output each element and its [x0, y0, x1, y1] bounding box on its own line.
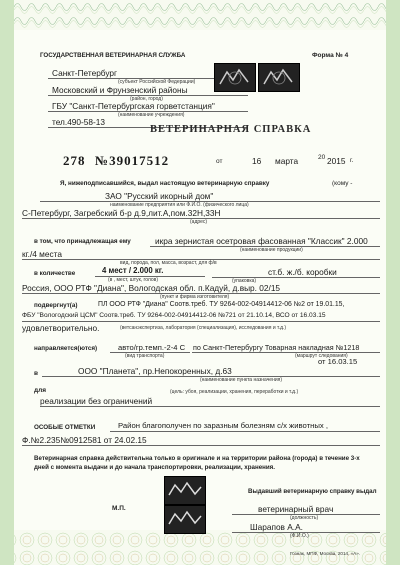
subjected-label: подвергнут(а) — [34, 302, 78, 309]
to-place-caption: (наименование пункта назначения) — [200, 377, 283, 383]
quantity-value: 4 мест / 2.000 кг. — [102, 266, 164, 275]
date-year: 2015 — [327, 156, 346, 166]
destination-caption: (маршрут следования) — [295, 353, 348, 359]
sent-label: направляется(ются) — [34, 345, 98, 352]
divider — [40, 406, 380, 407]
hologram-stamp — [258, 63, 300, 92]
guilloche-border-left — [0, 0, 14, 565]
form-number: Форма № 4 — [312, 52, 349, 59]
destination: по Санкт-Петербургу Товарная накладная №1218 — [193, 343, 360, 352]
purpose: реализации без ограничений — [40, 396, 153, 406]
certificate-number: №39017512 — [95, 153, 170, 168]
intro-text: Я, нижеподписавшийся, выдал настоящую ветеринарную справку — [60, 180, 270, 187]
date-month: марта — [275, 156, 299, 166]
issuer-institution: ГБУ "Санкт-Петербургская горветстанция" — [52, 101, 215, 111]
product-line2-caption: вид, порода, пол, масса, возраст, для ф/в — [120, 260, 217, 266]
recipient-address: С-Петербург, Загребский б-р д.9,лит.А,пом.32Н,33Н — [22, 208, 221, 218]
to-label: (кому - — [332, 180, 353, 187]
district-caption: (район, город) — [130, 96, 163, 102]
to-place: ООО "Планета", пр.Непокоренных, д.63 — [78, 366, 232, 376]
document-title: ВЕТЕРИНАРНАЯ СПРАВКА — [150, 124, 312, 135]
service-title: ГОСУДАРСТВЕННАЯ ВЕТЕРИНАРНАЯ СЛУЖБА — [40, 52, 186, 59]
belongs-label: в том, что принадлежащая ему — [34, 238, 131, 245]
marks-line2: Ф.№2.235№0912581 от 24.02.15 — [22, 435, 147, 445]
origin-caption: (пункт и фирма изготовителя) — [160, 294, 230, 300]
packaging: ст.б. ж./б. коробки — [268, 267, 337, 277]
issuer-city: Санкт-Петербург — [52, 68, 118, 78]
origin: Россия, ООО РТФ "Диана", Вологодская обл. п.Кадуй, д.выр. 02/15 — [22, 283, 281, 293]
transport-caption: (вид транспорта) — [125, 353, 165, 359]
product-name: икра зернистая осетровая фасованная "Классик" 2.000 — [155, 236, 368, 246]
to-place-label: в — [34, 370, 38, 377]
address-caption: (адрес) — [190, 219, 208, 225]
seal-place-label: М.П. — [112, 505, 126, 512]
packaging-caption: (упаковка) — [232, 278, 257, 284]
divider — [22, 445, 380, 446]
hologram-stamp — [164, 476, 206, 505]
divider — [192, 352, 380, 353]
transport: авто/гр.темп.-2-4 С — [118, 343, 186, 352]
inspection-line1: ПЛ ООО РТФ "Диана" Соотв.треб. ТУ 9264-002-04914412-06 №2 от 19.01.15, — [98, 301, 345, 308]
satisfactory-caption: (ветсанэкспертиза, лаборатория (специализация), исследования и т.д.) — [120, 325, 287, 331]
inspection-line2: ФБУ "Вологодский ЦСМ" Соотв.треб. ТУ 9264-002-04914412-06 №721 от 21.10.14, ВСО от 16.03.15 — [22, 312, 326, 319]
subject-caption: (субъект Российской Федерации) — [118, 79, 196, 85]
date-from-label: от — [216, 158, 223, 165]
marks-line1: Район благополучен по заразным болезням с/х животных , — [118, 421, 329, 430]
certificate-series: 278 — [63, 153, 86, 168]
date-year-prefix: 20 — [318, 154, 326, 161]
date-day: 16 — [252, 156, 262, 166]
printer-imprint: Гознак, МПФ, Москва, 2014, «А». — [290, 551, 361, 556]
product-caption: (наименование продукции) — [240, 247, 303, 253]
product-line2: кг./4 места — [22, 249, 62, 259]
satisfactory: удовлетворительно. — [22, 323, 100, 333]
institution-caption: (наименование учреждения) — [118, 112, 185, 118]
guilloche-border-right — [386, 0, 400, 565]
marks-label: ОСОБЫЕ ОТМЕТКИ — [34, 424, 96, 431]
purpose-caption: (цель: убоя, реализации, хранения, переработки и т.д.) — [170, 389, 299, 395]
destination-date: от 16.03.15 — [318, 357, 358, 366]
divider — [110, 431, 380, 432]
signer-position: ветеринарный врач — [258, 504, 334, 514]
signed-label: Выдавший ветеринарную справку выдал — [248, 488, 377, 495]
signer-caption: (Ф.И.О.) — [290, 533, 309, 539]
issuer-districts: Московский и Фрунзенский районы — [52, 85, 188, 95]
recipient: ЗАО "Русский икорный дом" — [105, 191, 214, 201]
quantity-caption: (в , мест, штук, голов) — [108, 277, 159, 283]
recipient-caption: наименование предприятия или Ф.И.О. (физического лица) — [110, 202, 249, 208]
for-label: для — [34, 387, 47, 394]
quantity-label: в количестве — [34, 270, 76, 277]
date-year-suffix: г. — [350, 157, 354, 164]
validity-text: Ветеринарная справка действительна только в оригинале и на территории района (города) в течение 3-х дней с момента выдачи и до начала транспортировки, реализации, хранения. — [34, 455, 360, 471]
signer-name: Шарапов А.А. — [250, 522, 303, 532]
position-caption: (должность) — [290, 515, 319, 521]
issuer-phone: тел.490-58-13 — [52, 117, 106, 127]
divider — [22, 321, 380, 322]
hologram-stamp — [214, 63, 256, 92]
hologram-stamp — [164, 505, 206, 534]
